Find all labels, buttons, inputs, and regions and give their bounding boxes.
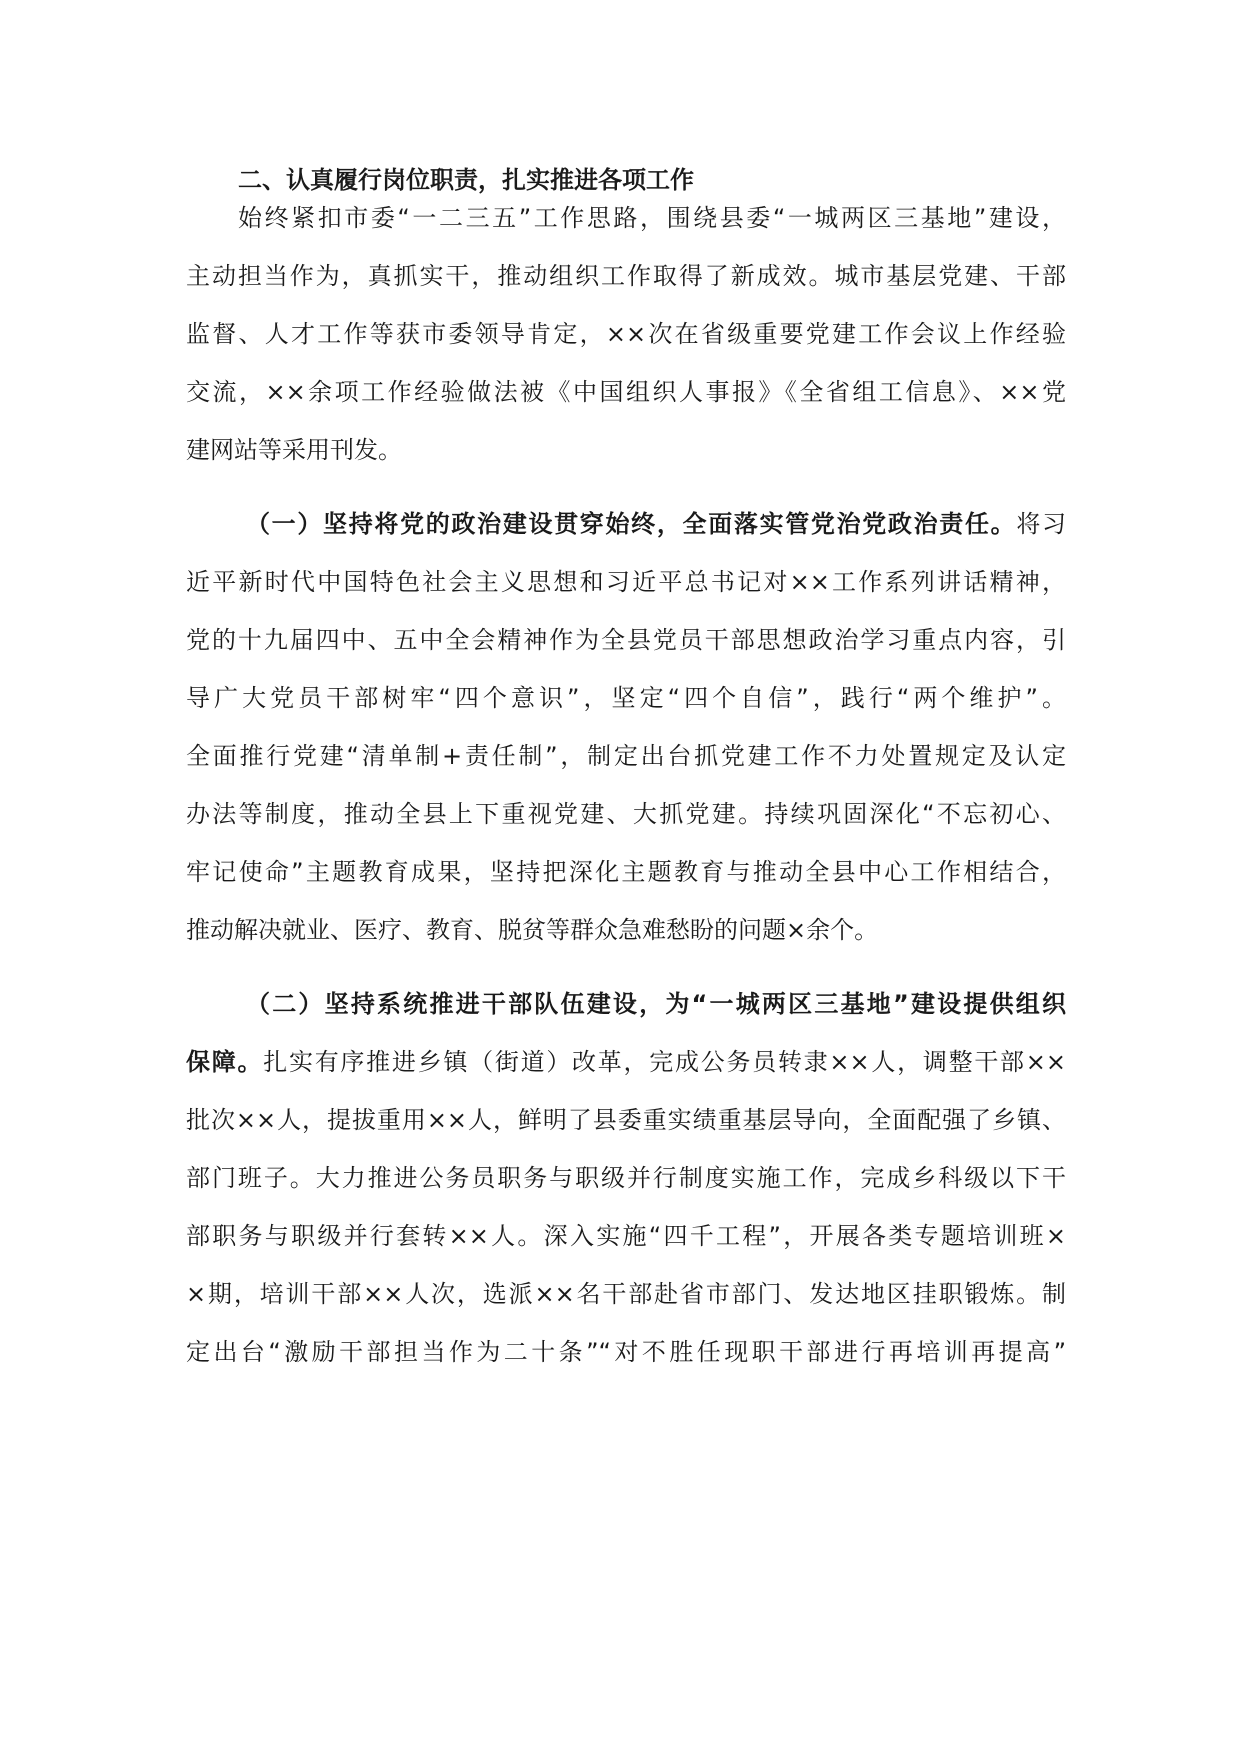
- para-one-line-6: 办法等制度，推动全县上下重视党建、大抓党建。持续巩固深化“不忘初心、: [186, 800, 1066, 828]
- para-one-first-line-rest: 将习: [1016, 510, 1066, 538]
- para-two-line-7: 定出台“激励干部担当作为二十条”“对不胜任现职干部进行再培训再提高”: [186, 1338, 1066, 1366]
- para-one-line-1: [246, 504, 1066, 544]
- intro-line-4: 交流，××余项工作经验做法被《中国组织人事报》《全省组工信息》、××党: [186, 378, 1066, 406]
- para-one-line-2: 近平新时代中国特色社会主义思想和习近平总书记对××工作系列讲话精神，: [186, 568, 1066, 596]
- para-one-line-5: 全面推行党建“清单制+责任制”，制定出台抓党建工作不力处置规定及认定: [186, 742, 1066, 770]
- para-one-line-3: 党的十九届四中、五中全会精神作为全县党员干部思想政治学习重点内容，引: [186, 626, 1066, 654]
- intro-line-2: 主动担当作为，真抓实干，推动组织工作取得了新成效。城市基层党建、干部: [186, 262, 1066, 290]
- para-two-line-4: 部门班子。大力推进公务员职务与职级并行制度实施工作，完成乡科级以下干: [186, 1164, 1066, 1192]
- para-two-line-3: 批次××人，提拔重用××人，鲜明了县委重实绩重基层导向，全面配强了乡镇、: [186, 1106, 1066, 1134]
- para-one-line-8: 推动解决就业、医疗、教育、脱贫等群众急难愁盼的问题×余个。: [186, 916, 879, 944]
- para-two-second-line-rest: 扎实有序推进乡镇（街道）改革，完成公务员转隶××人，调整干部××: [263, 1048, 1066, 1076]
- para-two-line-6: ×期，培训干部××人次，选派××名干部赴省市部门、发达地区挂职锻炼。制: [186, 1280, 1066, 1308]
- para-two-bold-lead-end: 保障。: [186, 1048, 264, 1076]
- para-two-line-2: [186, 1042, 1066, 1082]
- intro-line-1: 始终紧扣市委“一二三五”工作思路，围绕县委“一城两区三基地”建设，: [238, 204, 1066, 232]
- para-one-bold-lead: （一）坚持将党的政治建设贯穿始终，全面落实管党治党政治责任。: [246, 510, 1017, 538]
- para-one-line-7: 牢记使命”主题教育成果，坚持把深化主题教育与推动全县中心工作相结合，: [186, 858, 1066, 886]
- intro-line-5: 建网站等采用刊发。: [186, 436, 402, 464]
- section-heading: 二、认真履行岗位职责，扎实推进各项工作: [238, 166, 694, 194]
- intro-line-3: 监督、人才工作等获市委领导肯定，××次在省级重要党建工作会议上作经验: [186, 320, 1066, 348]
- para-two-bold-line-1: （二）坚持系统推进干部队伍建设，为“一城两区三基地”建设提供组织: [246, 990, 1066, 1018]
- para-two-line-5: 部职务与职级并行套转××人。深入实施“四千工程”，开展各类专题培训班×: [186, 1222, 1066, 1250]
- para-one-line-4: 导广大党员干部树牢“四个意识”，坚定“四个自信”，践行“两个维护”。: [186, 684, 1066, 712]
